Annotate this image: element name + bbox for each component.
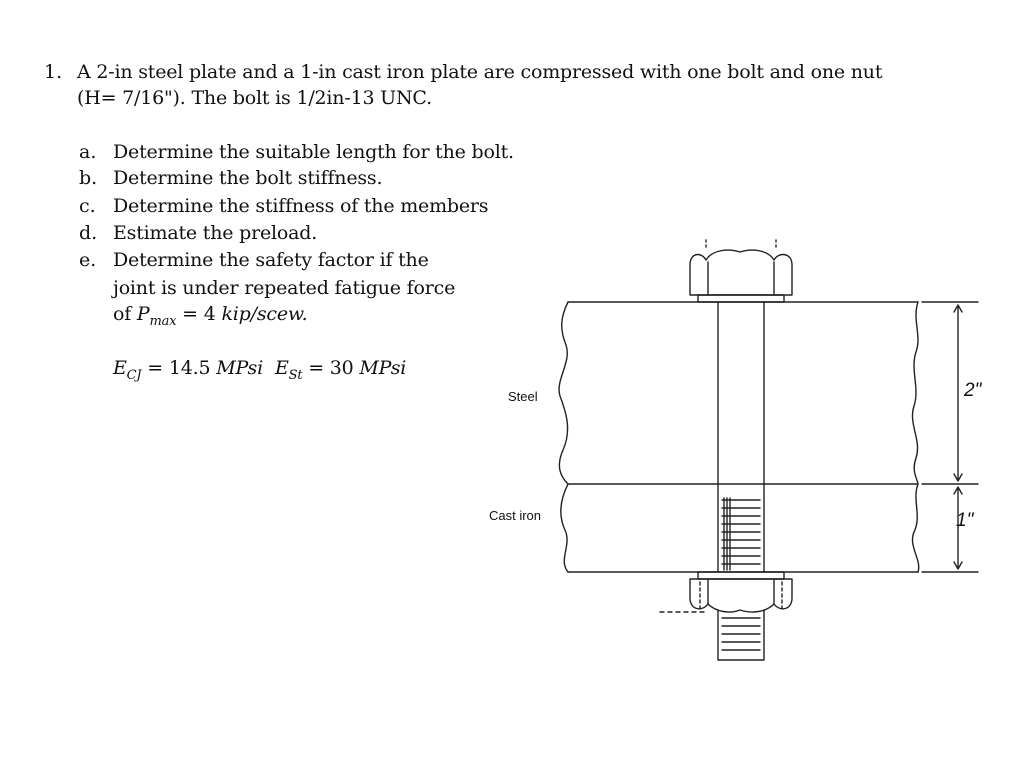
item-c-letter: c.: [79, 195, 96, 217]
est-value: = 30: [302, 357, 360, 379]
left-break-line: [559, 302, 568, 572]
dim-cast-iron-thickness: 1": [956, 510, 974, 531]
cast-iron-label: Cast iron: [489, 508, 542, 523]
item-d-letter: d.: [79, 222, 98, 244]
est-unit: MPsi: [359, 357, 407, 379]
head-washer: [698, 295, 784, 302]
pmax-value: kip/scew.: [221, 303, 308, 325]
item-b-letter: b.: [79, 167, 98, 189]
item-d-text: Estimate the preload.: [113, 222, 318, 244]
bolt-end-thread-lines: [722, 618, 760, 650]
question-number: 1.: [44, 61, 63, 83]
pmax-subscript: max: [149, 314, 177, 329]
question-text-line1: A 2-in steel plate and a 1-in cast iron plate are compressed with one bolt and one nut: [77, 61, 883, 83]
dim-steel-thickness: 2": [964, 380, 982, 401]
eci-unit: MPsi: [216, 357, 263, 379]
right-break-line: [912, 302, 918, 572]
item-b-text: Determine the bolt stiffness.: [113, 167, 383, 189]
pmax-equals: = 4: [176, 303, 222, 325]
bolt-head: [690, 250, 792, 295]
item-a-letter: a.: [79, 141, 97, 163]
eci-symbol: E: [113, 357, 127, 379]
question-text-line2: (H= 7/16"). The bolt is 1/2in-13 UNC.: [77, 87, 432, 109]
eci-subscript: CJ: [126, 368, 142, 383]
est-symbol: E: [274, 357, 289, 379]
item-e-text: Determine the safety factor if the: [113, 249, 429, 271]
nut-washer: [698, 572, 784, 579]
item-c-text: Determine the stiffness of the members: [113, 195, 489, 217]
eci-value: = 14.5: [141, 357, 217, 379]
item-e-text-cont1: joint is under repeated fatigue force: [113, 277, 456, 299]
nut: [690, 579, 792, 612]
item-e-letter: e.: [79, 249, 97, 271]
bolt-thread-lines: [722, 498, 760, 570]
item-e-prefix: of: [113, 303, 137, 325]
item-a-text: Determine the suitable length for the bolt.: [113, 141, 514, 163]
steel-label: Steel: [508, 389, 538, 404]
pmax-symbol: P: [136, 303, 150, 325]
est-subscript: St: [288, 368, 303, 383]
